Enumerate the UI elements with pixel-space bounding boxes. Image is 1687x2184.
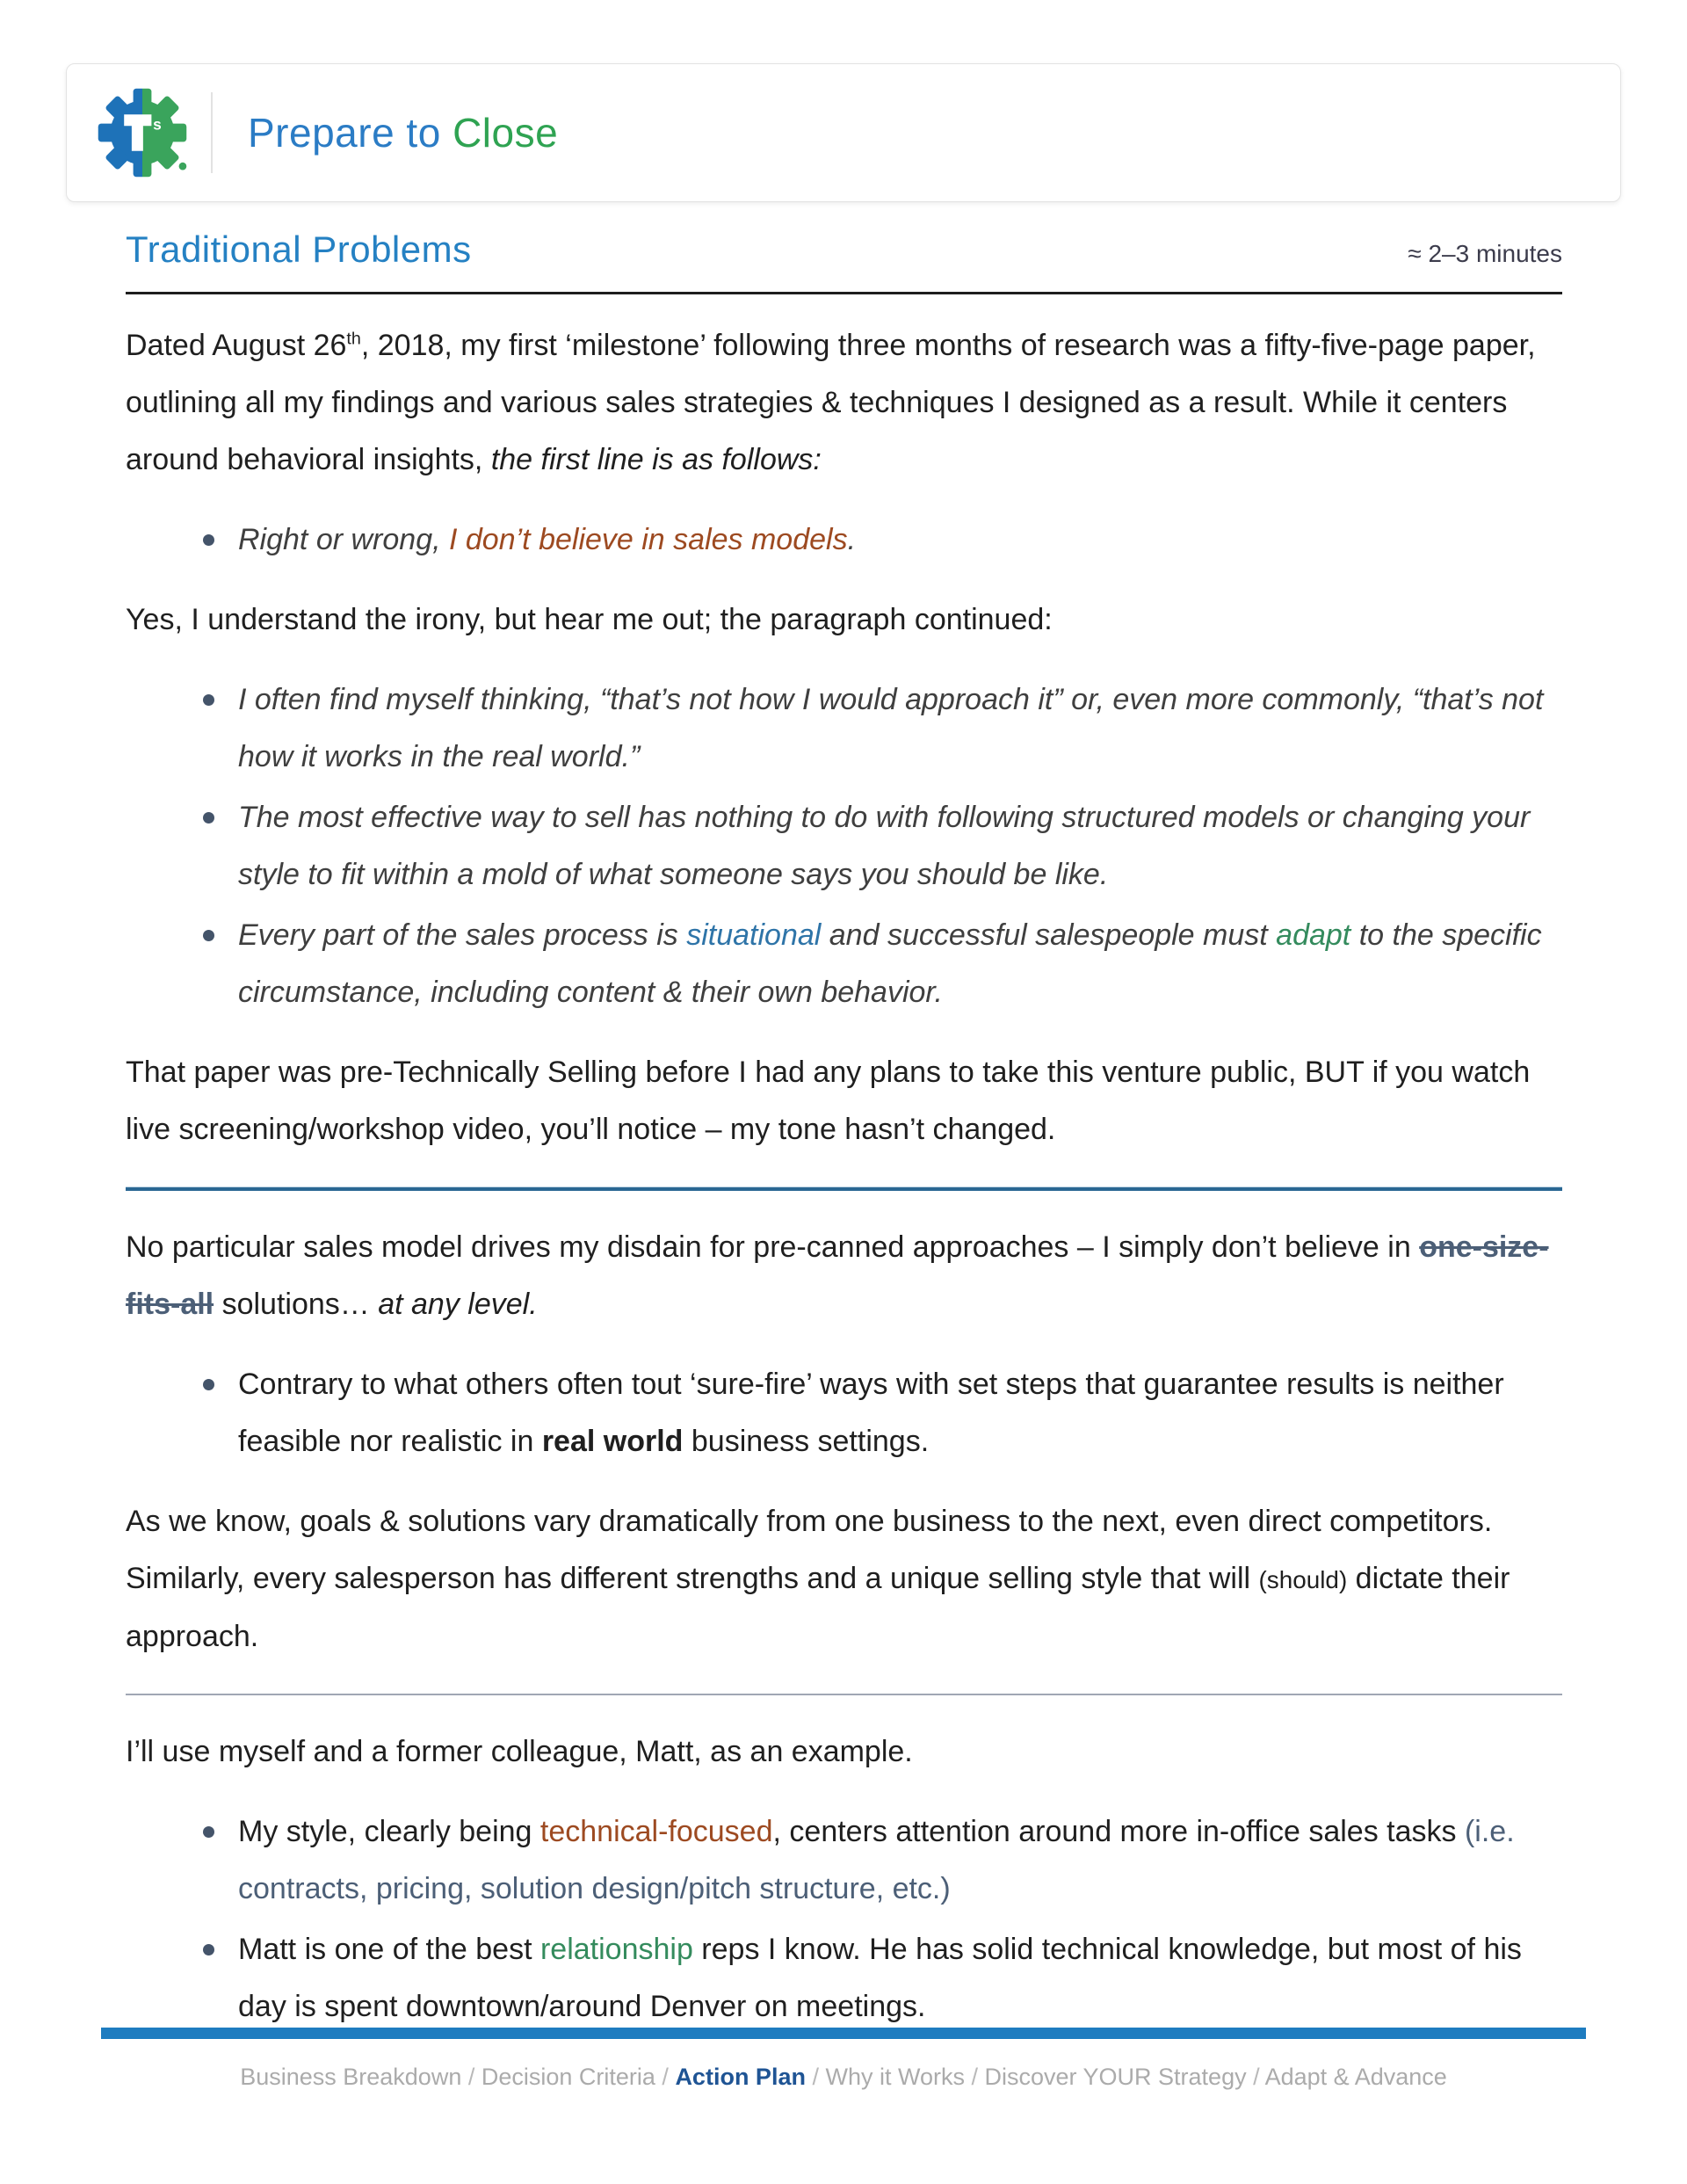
footer-nav-discover-your-strategy[interactable]: Discover YOUR Strategy xyxy=(984,2064,1247,2090)
text-segment: Dated August 26 xyxy=(126,329,347,362)
text-segment: (should) xyxy=(1258,1566,1348,1593)
text-segment: adapt xyxy=(1276,918,1351,952)
text-segment: dictate their approach. xyxy=(126,1562,1510,1653)
text-segment: , 2018, my first ‘milestone’ following three months of research was a fifty-five-page paper, outlining all my findings and various sales strategies & techniques I designed as a result. While it centers around behavioral insights, xyxy=(126,329,1536,476)
header-divider xyxy=(211,92,213,173)
text-segment: relationship xyxy=(539,1933,693,1966)
footer-breadcrumb-nav xyxy=(0,2064,1687,2091)
text-segment: one-size-fits-all xyxy=(126,1230,1549,1321)
text-segment: and successful salespeople must xyxy=(821,918,1277,952)
footer-nav-adapt-advance[interactable]: Adapt & Advance xyxy=(1264,2064,1447,2090)
text-segment: real world xyxy=(541,1425,684,1458)
nav-separator: / xyxy=(1246,2064,1265,2090)
text-segment: I often find myself thinking, “that’s not how I would approach it” or, even more commonly, “that’s not how it works in the real world.” xyxy=(238,683,1544,773)
text-segment: Right or wrong, xyxy=(238,523,449,556)
text-segment: That paper was pre-Technically Selling before I had any plans to take this venture public, BUT if you watch live screening/workshop video, you’ll notice – my tone hasn’t changed. xyxy=(126,1056,1531,1146)
list-item xyxy=(238,907,1562,1021)
nav-separator: / xyxy=(964,2064,985,2090)
text-segment: I don’t believe in sales models xyxy=(449,523,848,556)
page-title-accent: Close xyxy=(453,110,559,156)
text-segment: Every part of the sales process is xyxy=(238,918,687,952)
text-segment: technical-focused xyxy=(539,1815,773,1848)
paragraph xyxy=(126,591,1562,649)
text-segment: at any level. xyxy=(378,1288,538,1321)
paragraph xyxy=(126,1044,1562,1158)
text-segment: business settings. xyxy=(683,1425,930,1458)
text-segment: . xyxy=(847,523,857,556)
brand-logo gear-icon xyxy=(97,87,188,178)
list-item xyxy=(238,512,1562,569)
footer-nav-why-it-works[interactable]: Why it Works xyxy=(825,2064,965,2090)
document-body xyxy=(126,229,1562,2058)
bullet-list xyxy=(126,512,1562,569)
text-segment: th xyxy=(346,329,361,349)
text-segment: , centers attention around more in-office sales tasks xyxy=(772,1815,1465,1848)
nav-separator: / xyxy=(655,2064,676,2090)
footer-nav-decision-criteria[interactable]: Decision Criteria xyxy=(481,2064,655,2090)
nav-separator: / xyxy=(805,2064,826,2090)
page-title-primary: Prepare to xyxy=(248,110,441,156)
paragraph xyxy=(126,1723,1562,1781)
text-segment: No particular sales model drives my disdain for pre-canned approaches – I simply don’t believe in xyxy=(126,1230,1420,1264)
footer-accent-bar xyxy=(101,2028,1586,2039)
paragraph xyxy=(126,1219,1562,1333)
list-item xyxy=(238,1921,1562,2035)
svg-text:s: s xyxy=(153,115,162,134)
footer-nav-business-breakdown[interactable]: Business Breakdown xyxy=(240,2064,462,2090)
list-item xyxy=(238,1356,1562,1470)
text-segment: My style, clearly being xyxy=(238,1815,540,1848)
header-card xyxy=(66,63,1621,202)
text-segment: the first line is as follows: xyxy=(490,443,822,476)
bullet-list xyxy=(126,671,1562,1021)
section-title: Traditional Problems xyxy=(126,229,472,270)
text-segment: Yes, I understand the irony, but hear me out; the paragraph continued: xyxy=(126,603,1053,636)
paragraph xyxy=(126,1493,1562,1665)
text-segment: to the specific circumstance, including content & their own behavior. xyxy=(238,918,1542,1009)
nav-separator: / xyxy=(461,2064,481,2090)
bullet-list xyxy=(126,1803,1562,2035)
text-segment: reps I know. He has solid technical knowledge, but most of his day is spent downtown/around Denver on meetings. xyxy=(238,1933,1522,2023)
content-divider-blue xyxy=(126,1186,1562,1191)
list-item xyxy=(238,1803,1562,1918)
paragraph xyxy=(126,317,1562,489)
content-divider-gray xyxy=(126,1694,1562,1695)
text-segment: Contrary to what others often tout ‘sure-fire’ ways with set steps that guarantee results is neither feasible nor realistic in xyxy=(238,1368,1504,1458)
page-title xyxy=(248,110,559,156)
text-segment: I’ll use myself and a former colleague, Matt, as an example. xyxy=(126,1735,913,1768)
list-item xyxy=(238,789,1562,903)
text-segment: situational xyxy=(686,918,822,952)
reading-time-badge: ≈ 2–3 minutes xyxy=(1408,240,1562,267)
bullet-list xyxy=(126,1356,1562,1470)
section-title-rule xyxy=(126,292,1562,294)
section-header xyxy=(126,229,1562,271)
footer-nav-action-plan[interactable]: Action Plan xyxy=(675,2064,806,2090)
text-segment: (i.e. contracts, pricing, solution design/pitch structure, etc.) xyxy=(238,1815,1515,1905)
list-item xyxy=(238,671,1562,786)
article-content xyxy=(126,317,1562,2035)
text-segment: The most effective way to sell has nothing to do with following structured models or changing your style to fit within a mold of what someone says you should be like. xyxy=(238,801,1531,891)
text-segment: solutions… xyxy=(214,1288,379,1321)
text-segment: Matt is one of the best xyxy=(238,1933,540,1966)
text-segment: As we know, goals & solutions vary dramatically from one business to the next, even direct competitors. Similarly, every salesperson has different strengths and a unique selling style that will xyxy=(126,1505,1493,1595)
